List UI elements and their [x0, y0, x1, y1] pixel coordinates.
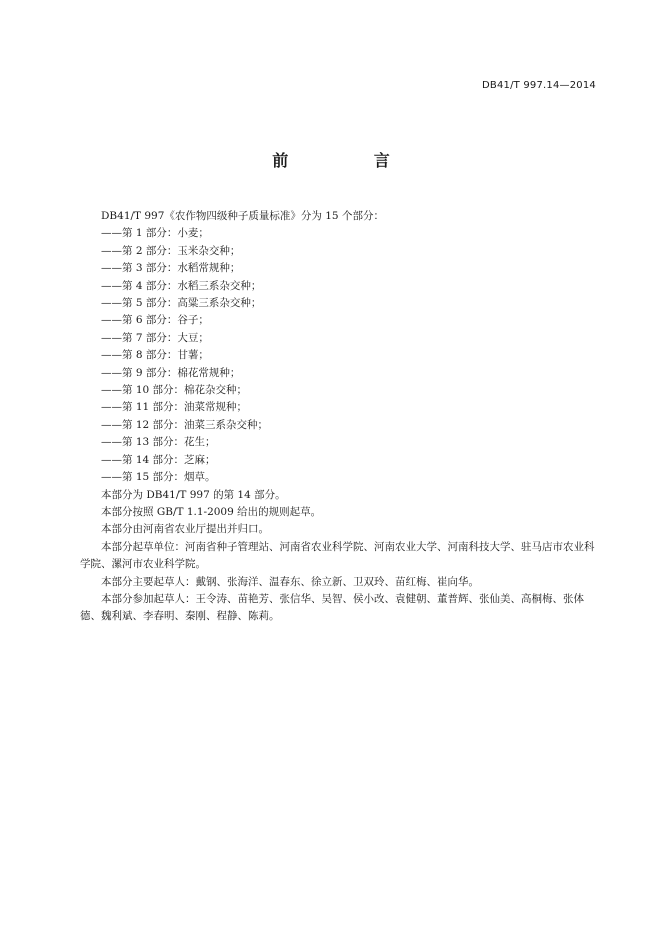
page-title: 前 言 — [272, 151, 430, 170]
paragraph-participating-drafters: 本部分参加起草人：王令涛、苗艳芳、张信华、吴智、侯小改、袁健朝、董普辉、张仙美、高桐梅、张体德、魏利斌、李春明、秦刚、程静、陈莉。 — [80, 592, 584, 623]
paragraph-main-drafters: 本部分主要起草人：戴钢、张海洋、温春东、徐立新、卫双玲、苗红梅、崔向华。 — [101, 575, 479, 588]
list-item: ——第 1 部分：小麦； — [101, 227, 209, 240]
list-item: ——第 9 部分：棉花常规种； — [101, 366, 241, 379]
foreword-body — [80, 208, 600, 626]
document-id: DB41/T 997.14—2014 — [482, 80, 596, 91]
list-item: ——第 15 部分：烟草。 — [101, 471, 216, 484]
intro-line: DB41/T 997《农作物四级种子质量标准》分为 15 个部分： — [101, 210, 384, 222]
list-item: ——第 4 部分：水稻三系杂交种； — [101, 279, 262, 292]
paragraph-drafting-rules: 本部分按照 GB/T 1.1-2009 给出的规则起草。 — [101, 505, 322, 518]
list-item: ——第 12 部分：油菜三系杂交种； — [101, 418, 269, 431]
list-item: ——第 7 部分：大豆； — [101, 331, 209, 344]
list-item: ——第 8 部分：甘薯； — [101, 349, 209, 362]
list-item: ——第 11 部分：油菜常规种； — [101, 401, 248, 414]
list-item: ——第 6 部分：谷子； — [101, 314, 209, 327]
paragraph-drafting-units: 本部分起草单位：河南省种子管理站、河南省农业科学院、河南农业大学、河南科技大学、驻马店市农业科学院、漯河市农业科学院。 — [80, 540, 595, 571]
list-item: ——第 13 部分：花生； — [101, 436, 216, 449]
list-item: ——第 10 部分：棉花杂交种； — [101, 384, 248, 397]
list-item: ——第 14 部分：芝麻； — [101, 453, 216, 466]
list-item: ——第 5 部分：高粱三系杂交种； — [101, 297, 262, 310]
paragraph-proposer: 本部分由河南省农业厅提出并归口。 — [101, 523, 269, 536]
paragraph-part-number: 本部分为 DB41/T 997 的第 14 部分。 — [101, 488, 286, 501]
list-item: ——第 2 部分：玉米杂交种； — [101, 244, 241, 257]
list-item: ——第 3 部分：水稻常规种； — [101, 262, 241, 275]
